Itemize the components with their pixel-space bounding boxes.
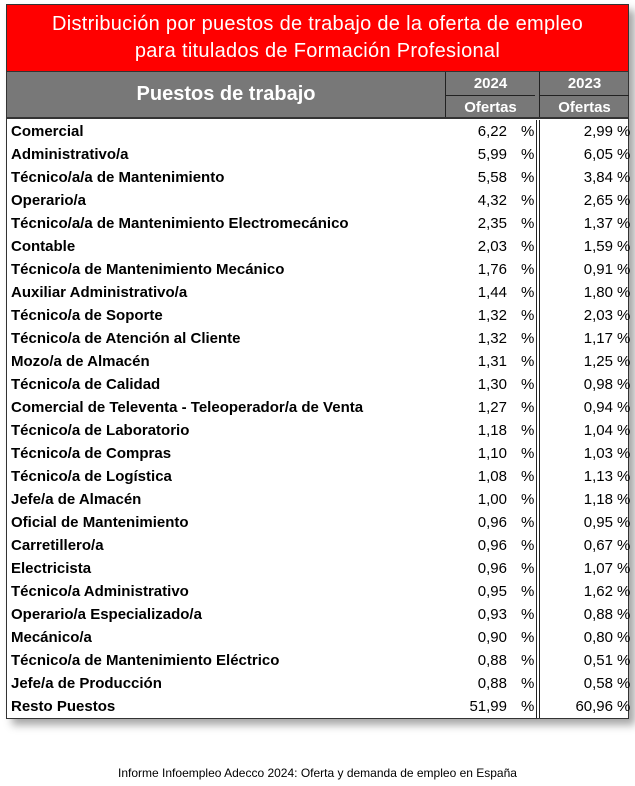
percent-sign: % <box>521 698 535 715</box>
value-2023: 1,13 <box>583 468 613 485</box>
header-sub-2024: Ofertas <box>464 98 517 116</box>
percent-sign: % <box>617 399 631 416</box>
value-2023: 1,07 <box>583 560 613 577</box>
percent-sign: % <box>521 491 535 508</box>
value-2024: 1,27 <box>477 399 507 416</box>
percent-sign: % <box>617 123 631 140</box>
value-2023: 0,95 <box>583 514 613 531</box>
table-row <box>7 488 631 511</box>
table-row <box>7 672 631 695</box>
value-2024: 1,44 <box>477 284 507 301</box>
value-2024: 2,35 <box>477 215 507 232</box>
value-2024: 1,10 <box>477 445 507 462</box>
job-name: Operario/a Especializado/a <box>11 606 202 623</box>
job-name: Electricista <box>11 560 92 577</box>
table-row <box>7 465 631 488</box>
percent-sign: % <box>521 146 535 163</box>
percent-sign: % <box>521 330 535 347</box>
percent-sign: % <box>521 468 535 485</box>
percent-sign: % <box>617 238 631 255</box>
header-col-2023 <box>539 72 629 117</box>
percent-sign: % <box>617 445 631 462</box>
value-2024: 1,32 <box>477 307 507 324</box>
percent-sign: % <box>521 652 535 669</box>
percent-sign: % <box>617 652 631 669</box>
percent-sign: % <box>521 376 535 393</box>
value-2024: 0,96 <box>477 560 507 577</box>
percent-sign: % <box>521 537 535 554</box>
table-row <box>7 258 631 281</box>
value-2023: 0,67 <box>583 537 613 554</box>
value-2023: 6,05 <box>583 146 613 163</box>
job-name: Comercial de Televenta - Teleoperador/a de Venta <box>11 399 364 416</box>
job-name: Técnico/a/a de Mantenimiento Electromecánico <box>11 215 349 232</box>
percent-sign: % <box>521 583 535 600</box>
value-2024: 0,90 <box>477 629 507 646</box>
value-2024: 6,22 <box>477 123 507 140</box>
table-row <box>7 373 631 396</box>
value-2024: 5,99 <box>477 146 507 163</box>
table-row <box>7 143 631 166</box>
percent-sign: % <box>617 353 631 370</box>
table-row <box>7 281 631 304</box>
value-2023: 1,03 <box>583 445 613 462</box>
value-2023: 0,94 <box>583 399 613 416</box>
header-col-2024 <box>445 72 535 117</box>
percent-sign: % <box>617 537 631 554</box>
table-row <box>7 534 631 557</box>
table-row <box>7 304 631 327</box>
value-2023: 1,62 <box>583 583 613 600</box>
value-2024: 1,76 <box>477 261 507 278</box>
percent-sign: % <box>617 192 631 209</box>
percent-sign: % <box>617 261 631 278</box>
header-sub-2023: Ofertas <box>558 98 611 116</box>
table-body <box>7 120 631 718</box>
table-row <box>7 580 631 603</box>
percent-sign: % <box>617 284 631 301</box>
value-2024: 0,95 <box>477 583 507 600</box>
job-name: Técnico/a de Mantenimiento Mecánico <box>11 261 285 278</box>
job-name: Jefe/a de Producción <box>11 675 162 692</box>
table-row <box>7 212 631 235</box>
table-row <box>7 120 631 143</box>
value-2024: 5,58 <box>477 169 507 186</box>
value-2023: 1,04 <box>583 422 613 439</box>
percent-sign: % <box>521 261 535 278</box>
table-row <box>7 626 631 649</box>
percent-sign: % <box>617 560 631 577</box>
percent-sign: % <box>521 215 535 232</box>
job-name: Técnico/a de Laboratorio <box>11 422 190 439</box>
value-2024: 0,93 <box>477 606 507 623</box>
header-year-2024: 2024 <box>446 72 535 96</box>
table-row <box>7 419 631 442</box>
percent-sign: % <box>617 330 631 347</box>
percent-sign: % <box>521 629 535 646</box>
value-2024: 1,30 <box>477 376 507 393</box>
percent-sign: % <box>617 422 631 439</box>
percent-sign: % <box>617 169 631 186</box>
job-name: Contable <box>11 238 76 255</box>
percent-sign: % <box>521 284 535 301</box>
table-row <box>7 350 631 373</box>
job-name: Mecánico/a <box>11 629 92 646</box>
table-row <box>7 511 631 534</box>
value-2023: 1,80 <box>583 284 613 301</box>
table-row <box>7 235 631 258</box>
source-caption: Informe Infoempleo Adecco 2024: Oferta y demanda de empleo en España <box>118 766 517 780</box>
percent-sign: % <box>521 238 535 255</box>
table-row <box>7 396 631 419</box>
job-name: Jefe/a de Almacén <box>11 491 142 508</box>
value-2023: 0,51 <box>583 652 613 669</box>
percent-sign: % <box>521 169 535 186</box>
job-name: Técnico/a de Atención al Cliente <box>11 330 241 347</box>
column-divider <box>536 120 537 718</box>
value-2024: 4,32 <box>477 192 507 209</box>
value-2024: 0,88 <box>477 652 507 669</box>
job-name: Técnico/a de Mantenimiento Eléctrico <box>11 652 280 669</box>
job-name: Carretillero/a <box>11 537 104 554</box>
table-frame <box>6 4 629 719</box>
value-2024: 1,18 <box>477 422 507 439</box>
table-row <box>7 557 631 580</box>
job-name: Técnico/a de Soporte <box>11 307 163 324</box>
value-2023: 2,65 <box>583 192 613 209</box>
percent-sign: % <box>617 629 631 646</box>
percent-sign: % <box>617 468 631 485</box>
title-line-2: para titulados de Formación Profesional <box>134 40 501 62</box>
job-name: Técnico/a de Compras <box>11 445 172 462</box>
value-2023: 3,84 <box>583 169 613 186</box>
value-2023: 0,80 <box>583 629 613 646</box>
job-name: Oficial de Mantenimiento <box>11 514 189 531</box>
value-2024: 51,99 <box>469 698 507 715</box>
percent-sign: % <box>521 560 535 577</box>
column-divider <box>539 120 540 718</box>
value-2023: 0,58 <box>583 675 613 692</box>
percent-sign: % <box>521 514 535 531</box>
value-2023: 2,03 <box>583 307 613 324</box>
percent-sign: % <box>521 675 535 692</box>
table-row <box>7 603 631 626</box>
table-row <box>7 166 631 189</box>
job-name: Mozo/a de Almacén <box>11 353 150 370</box>
table-row <box>7 695 631 718</box>
percent-sign: % <box>617 215 631 232</box>
percent-sign: % <box>521 192 535 209</box>
value-2023: 1,17 <box>583 330 613 347</box>
percent-sign: % <box>617 376 631 393</box>
value-2023: 0,91 <box>583 261 613 278</box>
percent-sign: % <box>521 606 535 623</box>
header-job-label: Puestos de trabajo <box>136 83 316 105</box>
job-name: Administrativo/a <box>11 146 129 163</box>
value-2024: 1,32 <box>477 330 507 347</box>
table-row <box>7 327 631 350</box>
value-2023: 1,25 <box>583 353 613 370</box>
value-2024: 1,31 <box>477 353 507 370</box>
job-name: Técnico/a/a de Mantenimiento <box>11 169 225 186</box>
percent-sign: % <box>617 514 631 531</box>
table-row <box>7 189 631 212</box>
percent-sign: % <box>617 146 631 163</box>
value-2023: 1,37 <box>583 215 613 232</box>
value-2023: 60,96 <box>575 698 613 715</box>
value-2023: 2,99 <box>583 123 613 140</box>
header-year-2023: 2023 <box>540 72 629 96</box>
value-2024: 1,00 <box>477 491 507 508</box>
percent-sign: % <box>521 353 535 370</box>
job-name: Operario/a <box>11 192 87 209</box>
percent-sign: % <box>521 307 535 324</box>
job-name: Auxiliar Administrativo/a <box>11 284 188 301</box>
table-row <box>7 442 631 465</box>
value-2023: 0,98 <box>583 376 613 393</box>
percent-sign: % <box>617 606 631 623</box>
table-header <box>7 71 628 119</box>
job-name: Técnico/a de Logística <box>11 468 172 485</box>
job-name: Comercial <box>11 123 84 140</box>
percent-sign: % <box>617 491 631 508</box>
value-2023: 1,59 <box>583 238 613 255</box>
percent-sign: % <box>521 123 535 140</box>
value-2024: 0,96 <box>477 537 507 554</box>
percent-sign: % <box>521 399 535 416</box>
job-name: Técnico/a Administrativo <box>11 583 189 600</box>
percent-sign: % <box>617 307 631 324</box>
percent-sign: % <box>521 445 535 462</box>
table-title <box>7 5 628 71</box>
value-2024: 0,88 <box>477 675 507 692</box>
value-2024: 2,03 <box>477 238 507 255</box>
value-2024: 1,08 <box>477 468 507 485</box>
job-name: Resto Puestos <box>11 698 116 715</box>
percent-sign: % <box>617 583 631 600</box>
title-line-1: Distribución por puestos de trabajo de la oferta de empleo <box>51 13 584 35</box>
value-2023: 0,88 <box>583 606 613 623</box>
value-2024: 0,96 <box>477 514 507 531</box>
percent-sign: % <box>617 698 631 715</box>
value-2023: 1,18 <box>583 491 613 508</box>
percent-sign: % <box>617 675 631 692</box>
percent-sign: % <box>521 422 535 439</box>
job-name: Técnico/a de Calidad <box>11 376 161 393</box>
table-row <box>7 649 631 672</box>
